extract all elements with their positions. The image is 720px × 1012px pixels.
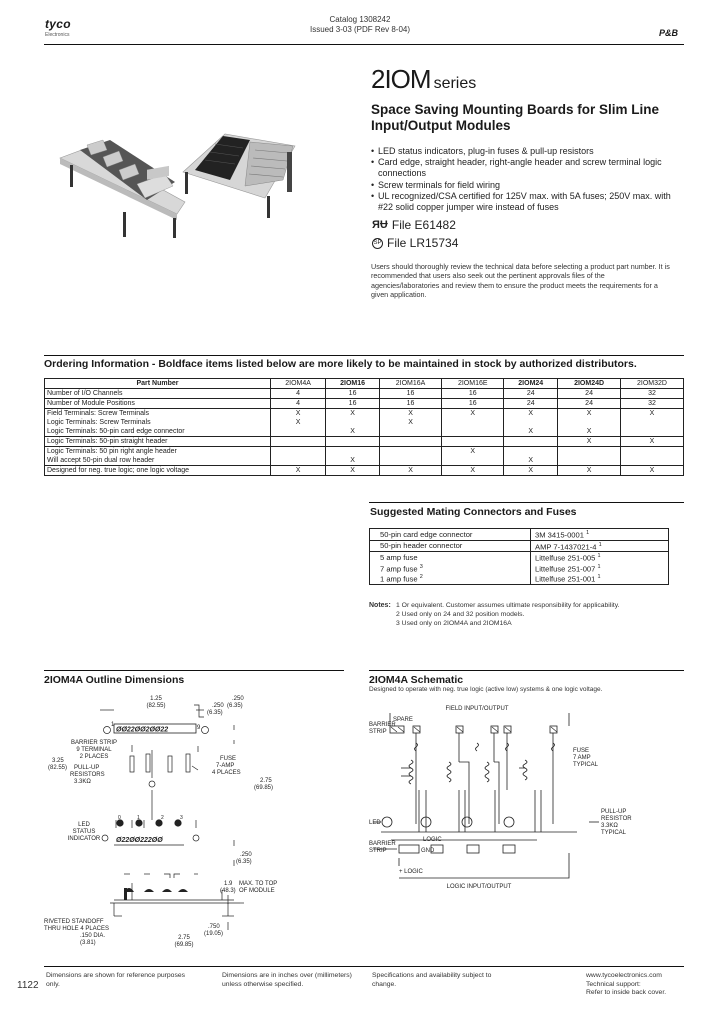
issue-date: Issued 3-03 (PDF Rev 8-04) xyxy=(309,24,411,34)
table-row xyxy=(45,466,684,476)
table-cell xyxy=(442,437,504,447)
table-cell: 16 xyxy=(379,399,441,409)
table-cell: X xyxy=(442,466,504,476)
part-cell xyxy=(531,529,669,541)
column-header: 2IOM24D xyxy=(558,379,621,389)
schematic-label: RESISTOR xyxy=(601,816,632,822)
table-cell: X xyxy=(558,466,621,476)
table-cell: 16 xyxy=(442,399,504,409)
footer-units-note: Dimensions are in inches over (millimeters) unless otherwise specified. xyxy=(222,972,352,988)
schematic-label: LOGIC xyxy=(423,837,442,843)
table-cell: X xyxy=(621,409,684,419)
ul-recognized-icon: ЯɄ xyxy=(372,219,388,231)
schematic-label: 3.3KΩ xyxy=(601,823,618,829)
table-cell: X xyxy=(558,427,621,437)
schematic-label: PULL-UP xyxy=(601,809,627,815)
part-cell xyxy=(531,552,669,563)
dim-label: .250 xyxy=(232,696,244,702)
footer-specs-note: Specifications and availability subject to change. xyxy=(372,972,492,988)
table-cell xyxy=(379,456,441,466)
ordering-title: Ordering Information - Boldface items listed below are more likely to be maintained in stock by authorized distributors. xyxy=(44,358,637,370)
table-cell: X xyxy=(558,437,621,447)
table-cell xyxy=(504,447,558,457)
ul-certification xyxy=(372,218,456,232)
table-cell xyxy=(558,456,621,466)
table-cell: 16 xyxy=(379,389,441,399)
row-label: Field Terminals: Screw Terminals xyxy=(45,409,271,419)
item-cell xyxy=(370,529,531,541)
dim-label: (6.35) xyxy=(236,859,252,865)
feature-list xyxy=(371,146,681,213)
part-cell xyxy=(531,540,669,552)
dim-label: 9 TERMINAL xyxy=(76,747,112,753)
mating-table xyxy=(369,528,669,585)
schematic-label: FIELD INPUT/OUTPUT xyxy=(445,706,509,712)
row-label: Logic Terminals: Screw Terminals xyxy=(45,418,271,427)
ul-file-number: File E61482 xyxy=(391,218,456,232)
dim-label: OF MODULE xyxy=(239,888,275,894)
table-cell xyxy=(621,418,684,427)
table-cell: 32 xyxy=(621,399,684,409)
table-cell: X xyxy=(442,409,504,419)
header-divider xyxy=(44,44,684,45)
brand-subtitle: Electronics xyxy=(45,32,70,38)
svg-text:Ø22ØØ222ØØ: Ø22ØØ222ØØ xyxy=(116,837,163,844)
table-cell xyxy=(558,418,621,427)
part-number: Littelfuse 251-001 xyxy=(535,574,596,584)
footnote-ref: 3 xyxy=(419,563,423,570)
dim-label: BARRIER STRIP xyxy=(70,740,118,746)
support-reference: Refer to inside back cover. xyxy=(586,989,667,996)
dim-width-mm: (82.55) xyxy=(146,703,166,709)
table-row xyxy=(45,456,684,466)
table-cell: X xyxy=(326,466,380,476)
table-cell: 16 xyxy=(326,399,380,409)
dim-label: .250 xyxy=(212,703,224,709)
dim-label: RESISTORS xyxy=(70,772,105,778)
series-suffix: series xyxy=(433,75,477,92)
page-number: 1122 xyxy=(17,980,39,991)
table-cell xyxy=(621,447,684,457)
table-cell xyxy=(326,447,380,457)
dim-label: (19.05) xyxy=(204,931,224,937)
dim-label: LED xyxy=(78,822,90,828)
table-cell: X xyxy=(326,456,380,466)
dim-label: 1 xyxy=(111,722,115,728)
dim-label: MAX. TO TOP xyxy=(239,881,278,887)
dim-label: THRU HOLE 4 PLACES xyxy=(44,926,110,932)
feature-item: • UL recognized/CSA certified for 125V max. with 5A fuses; 250V max. with #22 solid copper jumper wire instead of fuses xyxy=(371,191,681,213)
table-cell xyxy=(271,456,326,466)
schematic-label: SPARE xyxy=(393,717,413,723)
dim-label: 3 xyxy=(180,815,183,821)
note-item: 2 Used only on 24 and 32 position models. xyxy=(396,610,525,618)
website-link[interactable]: www.tycoelectronics.com xyxy=(586,972,662,979)
table-cell: X xyxy=(271,418,326,427)
feature-item: • Screw terminals for field wiring xyxy=(371,180,681,191)
dim-label: 4 PLACES xyxy=(212,770,241,776)
schematic-label: FUSE xyxy=(573,748,590,754)
advisory-text: Users should thoroughly review the technical data before selecting a product part number. It is recommended that users also seek out the pertinent approvals files of the agencies/laboratories and review them to ensure the product meets the requirements for a given application. xyxy=(371,262,670,300)
table-row xyxy=(45,427,684,437)
ordering-table xyxy=(44,378,684,476)
table-row xyxy=(370,563,669,574)
dim-label: 3.3KΩ xyxy=(74,779,91,785)
table-row xyxy=(45,399,684,409)
schematic-title: 2IOM4A Schematic xyxy=(369,674,464,686)
part-cell xyxy=(531,573,669,584)
column-header: 2IOM32D xyxy=(621,379,684,389)
table-cell: X xyxy=(504,427,558,437)
table-cell: X xyxy=(326,409,380,419)
dim-label: .250 xyxy=(240,852,252,858)
footnote-ref: 2 xyxy=(419,574,423,581)
product-subtitle: Space Saving Mounting Boards for Slim Line Input/Output Modules xyxy=(371,102,660,133)
table-row xyxy=(370,540,669,552)
table-cell xyxy=(442,456,504,466)
dim-label: (48.3) xyxy=(220,888,236,894)
schematic-subtitle: Designed to operate with neg. true logic (active low) systems & one logic voltage. xyxy=(369,686,603,693)
dim-label: (6.35) xyxy=(227,703,243,709)
table-cell: X xyxy=(379,409,441,419)
table-cell xyxy=(442,418,504,427)
csa-file-number: File LR15734 xyxy=(387,236,459,250)
dim-label: 1 xyxy=(137,815,140,821)
dim-label: 1.9 xyxy=(224,881,233,887)
table-cell xyxy=(621,456,684,466)
table-row xyxy=(45,418,684,427)
dim-label: .150 DIA. xyxy=(80,933,106,939)
table-cell: 32 xyxy=(621,389,684,399)
schematic-label: TYPICAL xyxy=(601,830,627,836)
series-title xyxy=(371,64,476,95)
table-cell: X xyxy=(504,466,558,476)
item-label: 7 amp fuse xyxy=(380,564,418,574)
table-cell: 16 xyxy=(326,389,380,399)
part-number: AMP 7-1437021-4 xyxy=(535,542,597,552)
catalog-number: Catalog 1308242 xyxy=(329,15,391,24)
table-cell xyxy=(271,427,326,437)
dim-label: 7-AMP xyxy=(216,763,235,769)
dim-label: 2.75 xyxy=(260,778,272,784)
table-header-row xyxy=(45,379,684,389)
table-cell: X xyxy=(326,427,380,437)
footnote-ref: 1 xyxy=(597,553,601,560)
ordering-divider xyxy=(44,355,684,356)
item-cell xyxy=(370,552,531,563)
table-cell xyxy=(271,447,326,457)
mating-title: Suggested Mating Connectors and Fuses xyxy=(370,506,577,518)
table-cell: X xyxy=(379,466,441,476)
footer-dimensions-note: Dimensions are shown for reference purposes only. xyxy=(46,972,186,988)
table-cell: X xyxy=(621,437,684,447)
column-header: 2IOM4A xyxy=(271,379,326,389)
table-cell: 24 xyxy=(504,399,558,409)
column-header: 2IOM16 xyxy=(326,379,380,389)
schematic-drawing xyxy=(369,700,684,900)
outline-drawing xyxy=(44,690,344,952)
schematic-label: STRIP xyxy=(369,729,387,735)
schematic-label: BARRIER xyxy=(369,722,396,728)
item-label: 50-pin card edge connector xyxy=(380,529,473,539)
table-cell: 24 xyxy=(558,389,621,399)
feature-item: • LED status indicators, plug-in fuses & pull-up resistors xyxy=(371,146,681,157)
schematic-label: 7 AMP xyxy=(573,755,591,761)
footer-divider xyxy=(44,966,684,967)
table-cell: X xyxy=(442,447,504,457)
feature-item: • Card edge, straight header, right-angle header and screw terminal logic connections xyxy=(371,157,681,179)
outline-title: 2IOM4A Outline Dimensions xyxy=(44,674,185,686)
schematic-label: STRIP xyxy=(369,848,387,854)
product-photo xyxy=(55,90,310,255)
dim-label: 2 PLACES xyxy=(79,754,109,760)
table-cell xyxy=(558,447,621,457)
note-item: 3 Used only on 2IOM4A and 2IOM16A xyxy=(396,619,512,627)
table-cell: X xyxy=(504,456,558,466)
schematic-label: BARRIER xyxy=(369,841,396,847)
item-cell xyxy=(370,573,531,584)
table-cell: 4 xyxy=(271,389,326,399)
table-row xyxy=(370,552,669,563)
table-cell xyxy=(379,447,441,457)
notes xyxy=(369,602,620,628)
schematic-label: + LOGIC xyxy=(399,869,423,875)
row-label: Number of Module Positions xyxy=(45,399,271,409)
item-label: 1 amp fuse xyxy=(380,574,418,584)
table-cell: X xyxy=(621,466,684,476)
column-header: 2IOM16A xyxy=(379,379,441,389)
part-cell xyxy=(531,563,669,574)
table-cell xyxy=(326,418,380,427)
dim-label: STATUS xyxy=(72,829,96,835)
part-number: 3M 3415-0001 xyxy=(535,530,584,540)
schematic-label: GND xyxy=(421,848,435,854)
footnote-ref: 1 xyxy=(586,530,590,536)
csa-certification xyxy=(372,236,458,250)
part-number: Littelfuse 251-005 xyxy=(535,553,596,563)
item-label: 50-pin header connector xyxy=(380,541,463,551)
dim-label: 2 xyxy=(161,815,164,821)
footnote-ref: 1 xyxy=(598,541,602,548)
dim-label: (69.85) xyxy=(254,785,274,791)
part-number: Littelfuse 251-007 xyxy=(535,564,596,574)
row-label: Number of I/O Channels xyxy=(45,389,271,399)
dim-label: 0 xyxy=(118,815,121,821)
notes-label: Notes: xyxy=(369,602,391,609)
catalog-info xyxy=(0,15,720,34)
table-cell: 24 xyxy=(504,389,558,399)
dim-label: FUSE xyxy=(220,756,237,762)
row-label: Logic Terminals: 50-pin straight header xyxy=(45,437,271,447)
table-row xyxy=(370,573,669,584)
svg-text:ØØ22ØØ2ØØ22: ØØ22ØØ2ØØ22 xyxy=(116,726,169,734)
item-cell xyxy=(370,540,531,552)
table-row xyxy=(45,409,684,419)
footer-contact xyxy=(586,972,696,998)
table-cell: X xyxy=(271,466,326,476)
column-header: 2IOM24 xyxy=(504,379,558,389)
schematic-label: LED xyxy=(369,820,381,826)
table-cell: X xyxy=(504,409,558,419)
row-label: Will accept 50-pin dual row header xyxy=(45,456,271,466)
table-cell: 24 xyxy=(558,399,621,409)
dim-label: (3.81) xyxy=(80,940,96,946)
table-row xyxy=(45,447,684,457)
item-label: 5 amp fuse xyxy=(380,552,418,562)
dim-label: (69.85) xyxy=(174,942,194,948)
table-cell: X xyxy=(558,409,621,419)
column-header: 2IOM16E xyxy=(442,379,504,389)
note-item: 1 Or equivalent. Customer assumes ultimate responsibility for applicability. xyxy=(396,602,620,609)
schematic-divider xyxy=(369,670,684,671)
dim-label: .750 xyxy=(208,924,220,930)
dim-label: 9 xyxy=(197,725,201,731)
item-cell xyxy=(370,563,531,574)
csa-certified-icon: SP xyxy=(372,238,383,249)
table-cell xyxy=(621,427,684,437)
mating-divider xyxy=(369,502,684,503)
row-label: Designed for neg. true logic; one logic voltage xyxy=(45,466,271,476)
dim-label: (6.35) xyxy=(207,710,223,716)
dim-label: (82.55) xyxy=(48,765,68,771)
outline-divider xyxy=(44,670,344,671)
table-cell xyxy=(271,437,326,447)
row-label: Logic Terminals: 50 pin right angle header xyxy=(45,447,271,457)
dim-label: RIVETED STANDOFF xyxy=(44,919,104,925)
table-cell: 16 xyxy=(442,389,504,399)
table-cell xyxy=(379,427,441,437)
dim-label: PULL-UP xyxy=(74,765,100,771)
series-name: 2IOM xyxy=(371,64,431,94)
notes-list xyxy=(396,602,620,628)
table-row xyxy=(45,389,684,399)
brand-logo: tyco xyxy=(45,17,71,31)
dim-label: INDICATOR xyxy=(67,836,101,842)
table-row xyxy=(45,437,684,447)
table-cell xyxy=(504,437,558,447)
dim-label: 3.25 xyxy=(52,758,64,764)
footnote-ref: 1 xyxy=(597,563,601,570)
table-row xyxy=(370,529,669,541)
column-header: Part Number xyxy=(45,379,271,389)
support-label: Technical support: xyxy=(586,980,641,988)
footnote-ref: 1 xyxy=(597,574,601,581)
schematic-label: LOGIC INPUT/OUTPUT xyxy=(446,884,512,890)
table-cell xyxy=(379,437,441,447)
table-cell xyxy=(504,418,558,427)
dim-label: 2.75 xyxy=(178,935,190,941)
table-cell: X xyxy=(379,418,441,427)
table-cell xyxy=(442,427,504,437)
table-cell: X xyxy=(271,409,326,419)
table-cell: 4 xyxy=(271,399,326,409)
table-cell xyxy=(326,437,380,447)
dim-width-in: 1.25 xyxy=(150,696,162,702)
product-line-logo: P&B xyxy=(658,28,678,38)
row-label: Logic Terminals: 50-pin card edge connector xyxy=(45,427,271,437)
schematic-label: TYPICAL xyxy=(573,762,599,768)
